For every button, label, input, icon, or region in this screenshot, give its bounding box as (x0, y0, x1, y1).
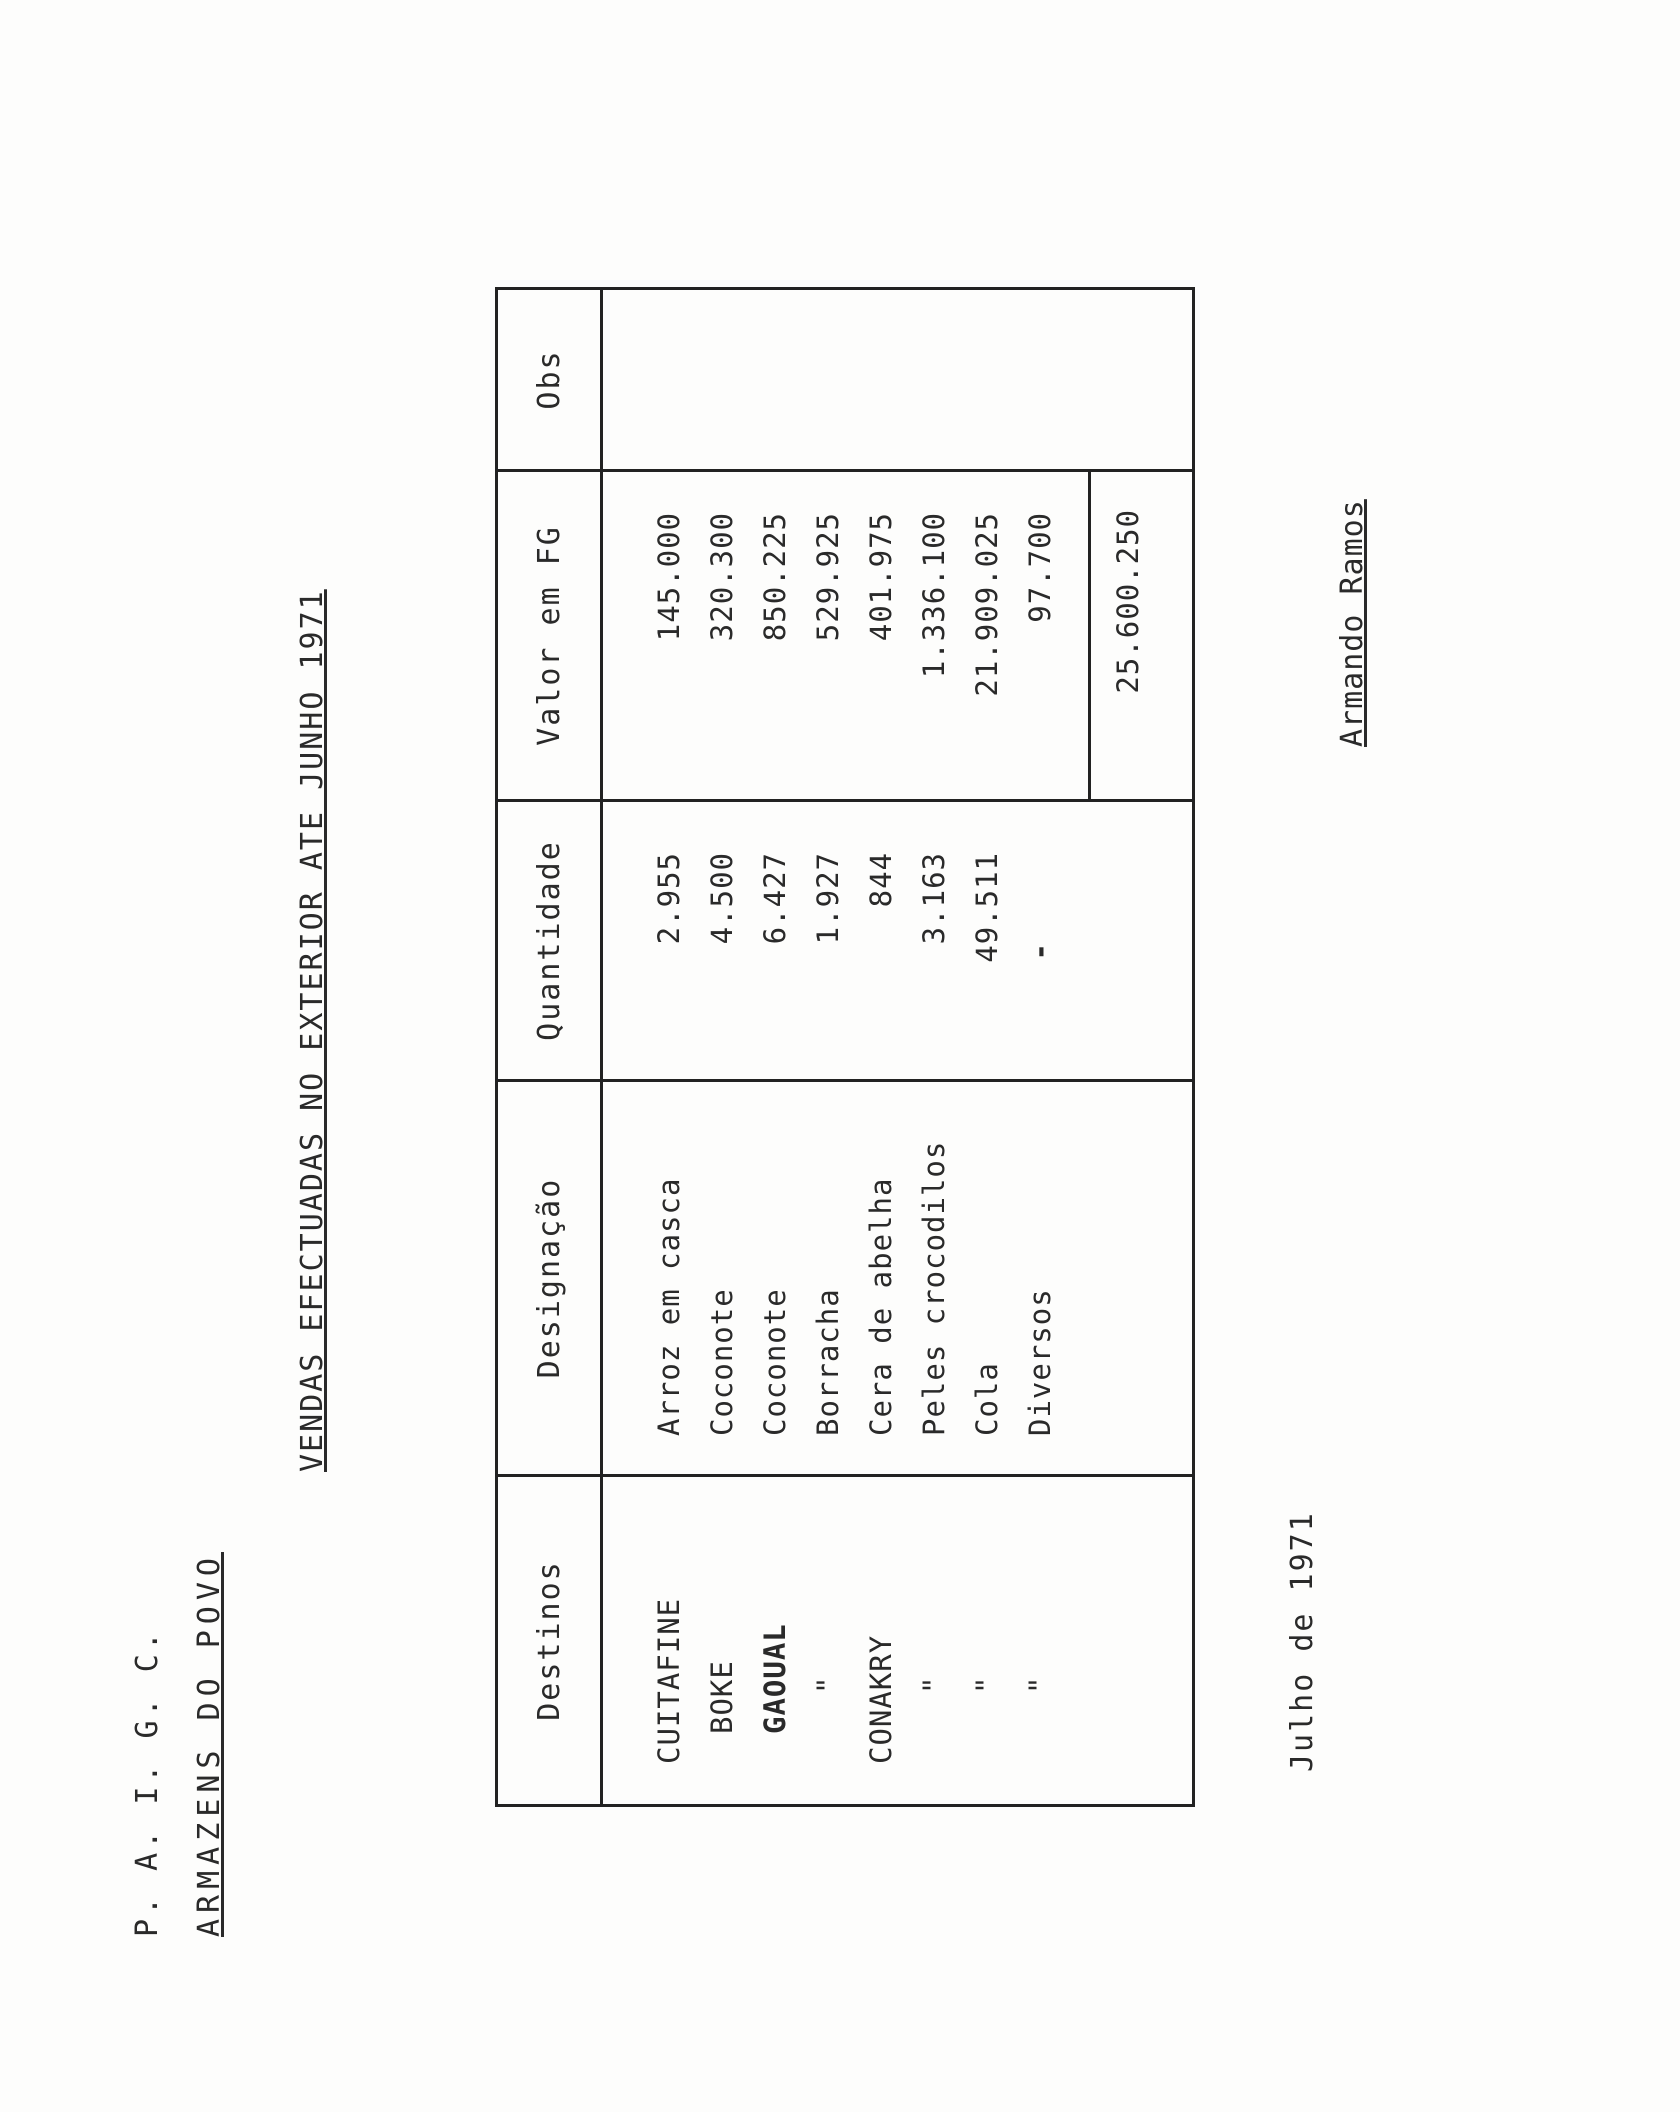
cell-destino: " (917, 1675, 951, 1694)
column-designacao (498, 1079, 1192, 1474)
cell-designacao: Diversos (1023, 1288, 1057, 1436)
cell-designacao: Arroz em casca (652, 1177, 686, 1436)
cell-valor: 401.975 (864, 512, 898, 642)
cell-valor: 529.925 (811, 512, 845, 642)
total-value: 25.600.250 (1111, 509, 1145, 694)
column-obs (498, 290, 1192, 469)
cell-destino: CUITAFINE (652, 1597, 686, 1764)
cell-valor: 21.909.025 (970, 512, 1004, 697)
column-destinos (498, 1474, 1192, 1804)
cell-valor: 320.300 (705, 512, 739, 642)
header-quantidade: Quantidade (498, 802, 603, 1079)
cell-designacao: Cera de abelha (864, 1177, 898, 1436)
cell-destino: GAOUAL (758, 1623, 792, 1734)
cell-valor: 97.700 (1023, 512, 1057, 623)
cell-quantidade: 3.163 (917, 852, 951, 945)
cell-valor: 850.225 (758, 512, 792, 642)
cell-designacao: Peles crocodilos (917, 1140, 951, 1436)
cell-valor: 145.000 (652, 512, 686, 642)
cell-destino: " (811, 1675, 845, 1694)
cell-designacao: Coconote (758, 1288, 792, 1436)
org-name: P. A. I. G. C. (130, 1628, 165, 1937)
cell-quantidade: 2.955 (652, 852, 686, 945)
cell-destino: BOKE (705, 1660, 739, 1734)
header-obs: Obs (498, 290, 603, 469)
header-valor: Valor em FG (498, 472, 603, 799)
cell-quantidade: 1.927 (811, 852, 845, 945)
document-date: Julho de 1971 (1285, 1511, 1320, 1772)
column-quantidade (498, 799, 1192, 1079)
total-separator (1088, 469, 1091, 799)
sales-table (495, 287, 1195, 1807)
document-title: VENDAS EFECTUADAS NO EXTERIOR ATE JUNHO 1971 (295, 589, 330, 1472)
cell-designacao: Coconote (705, 1288, 739, 1436)
cell-quantidade: 6.427 (758, 852, 792, 945)
cell-destino: CONAKRY (864, 1634, 898, 1764)
cell-destino: " (1023, 1675, 1057, 1694)
cell-quantidade: 4.500 (705, 852, 739, 945)
cell-designacao: Borracha (811, 1288, 845, 1436)
cell-designacao: Cola (970, 1362, 1004, 1436)
cell-quantidade: 844 (864, 852, 898, 908)
cell-quantidade: 49.511 (970, 852, 1004, 963)
cell-destino: " (970, 1675, 1004, 1694)
signature-name: Armando Ramos (1335, 499, 1370, 747)
cell-quantidade: - (1023, 942, 1057, 961)
org-subtitle: ARMAZENS DO POVO (192, 1552, 227, 1937)
cell-valor: 1.336.100 (917, 512, 951, 679)
header-destinos: Destinos (498, 1477, 603, 1804)
header-designacao: Designação (498, 1082, 603, 1474)
